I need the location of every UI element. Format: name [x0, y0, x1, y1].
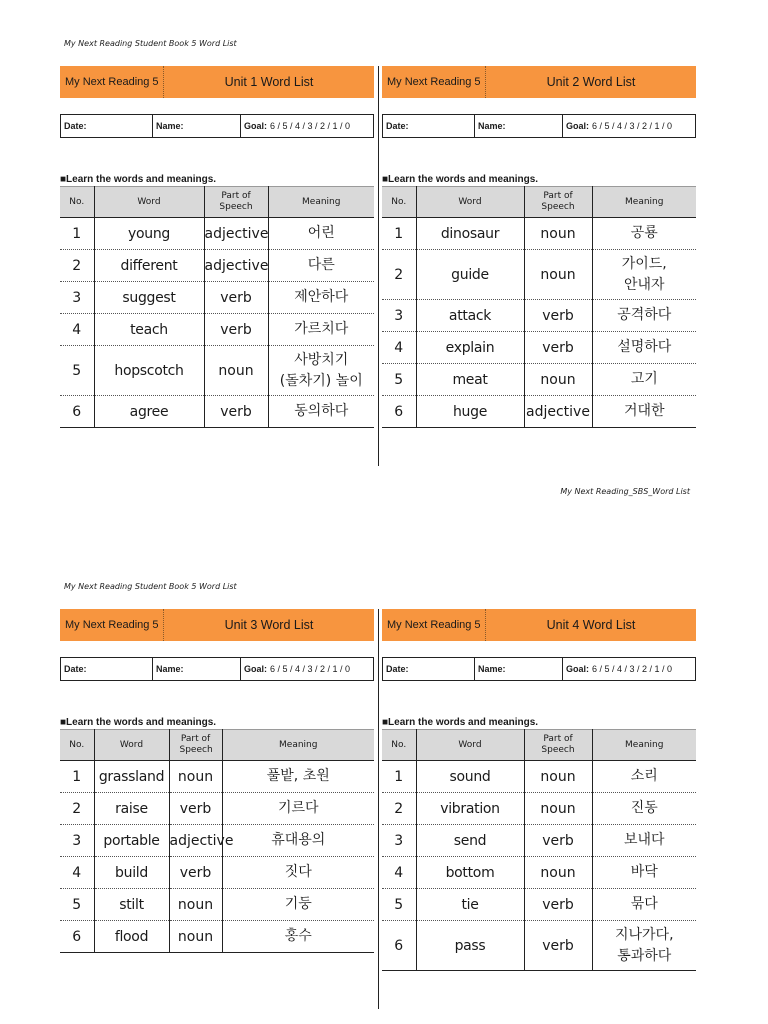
instructions: ■Learn the words and meanings.	[382, 717, 539, 728]
header-pos: Part of Speech	[169, 730, 222, 761]
table-row	[382, 921, 696, 971]
row-number: 5	[382, 889, 416, 921]
instructions: ■Learn the words and meanings.	[60, 174, 217, 185]
row-number: 6	[60, 396, 94, 428]
header-word: Word	[94, 187, 204, 218]
row-word: different	[94, 250, 204, 282]
row-part-of-speech: noun	[169, 921, 222, 953]
row-part-of-speech: adjective	[169, 825, 222, 857]
row-meaning: 제안하다	[268, 282, 374, 314]
header-word: Word	[94, 730, 169, 761]
unit-title: Unit 1 Word List	[224, 75, 314, 89]
row-meaning: 짓다	[222, 857, 374, 889]
table-header	[60, 730, 374, 761]
unit-title: Unit 3 Word List	[224, 618, 314, 632]
row-meaning: 바닥	[592, 857, 696, 889]
header-pos: Part of Speech	[204, 187, 268, 218]
row-meaning: 보내다	[592, 825, 696, 857]
table-row	[382, 364, 696, 396]
table-header	[382, 187, 696, 218]
row-number: 2	[60, 793, 94, 825]
row-number: 1	[382, 218, 416, 250]
brand-label: My Next Reading 5	[60, 609, 164, 641]
row-meaning: 설명하다	[592, 332, 696, 364]
row-part-of-speech: verb	[204, 282, 268, 314]
header-pos: Part of Speech	[524, 730, 592, 761]
student-info-box	[382, 657, 696, 681]
row-number: 4	[60, 857, 94, 889]
header-pos: Part of Speech	[524, 187, 592, 218]
table-row	[60, 396, 374, 428]
unit-title: Unit 2 Word List	[546, 75, 636, 89]
row-meaning: 기둥	[222, 889, 374, 921]
unit-banner	[60, 609, 374, 641]
row-number: 4	[60, 314, 94, 346]
table-row	[382, 218, 696, 250]
table-row	[382, 332, 696, 364]
row-part-of-speech: noun	[169, 889, 222, 921]
goal-field: Goal: 6 / 5 / 4 / 3 / 2 / 1 / 0	[244, 664, 351, 674]
row-word: flood	[94, 921, 169, 953]
word-list-card	[60, 66, 374, 428]
row-meaning: 가르치다	[268, 314, 374, 346]
row-word: young	[94, 218, 204, 250]
row-word: meat	[416, 364, 524, 396]
table-row	[60, 218, 374, 250]
row-part-of-speech: noun	[524, 364, 592, 396]
student-info-box	[382, 114, 696, 138]
unit-banner	[382, 609, 696, 641]
row-word: huge	[416, 396, 524, 428]
row-word: dinosaur	[416, 218, 524, 250]
table-row	[60, 857, 374, 889]
row-number: 3	[382, 825, 416, 857]
row-meaning: 홍수	[222, 921, 374, 953]
row-meaning: 진동	[592, 793, 696, 825]
name-field[interactable]: Name:	[153, 115, 241, 137]
header-no: No.	[60, 187, 94, 218]
row-part-of-speech: verb	[169, 793, 222, 825]
table-row	[382, 396, 696, 428]
word-list-card	[382, 609, 696, 971]
row-meaning: 고기	[592, 364, 696, 396]
row-part-of-speech: verb	[524, 889, 592, 921]
row-word: sound	[416, 761, 524, 793]
table-row	[382, 793, 696, 825]
row-word: tie	[416, 889, 524, 921]
row-word: vibration	[416, 793, 524, 825]
row-meaning: 풀밭, 초원	[222, 761, 374, 793]
row-meaning: 지나가다, 통과하다	[592, 921, 696, 971]
row-meaning: 거대한	[592, 396, 696, 428]
row-number: 4	[382, 332, 416, 364]
goal-field: Goal: 6 / 5 / 4 / 3 / 2 / 1 / 0	[566, 121, 673, 131]
header-meaning: Meaning	[592, 730, 696, 761]
row-part-of-speech: verb	[169, 857, 222, 889]
row-meaning: 휴대용의	[222, 825, 374, 857]
header-meaning: Meaning	[592, 187, 696, 218]
word-table	[382, 729, 696, 971]
header-no: No.	[60, 730, 94, 761]
row-number: 5	[382, 364, 416, 396]
header-word: Word	[416, 187, 524, 218]
row-part-of-speech: noun	[524, 857, 592, 889]
table-header	[382, 730, 696, 761]
row-number: 5	[60, 346, 94, 396]
student-info-box	[60, 657, 374, 681]
instructions: ■Learn the words and meanings.	[382, 174, 539, 185]
student-info-box	[60, 114, 374, 138]
row-meaning: 다른	[268, 250, 374, 282]
name-field[interactable]: Name:	[475, 658, 563, 680]
row-part-of-speech: noun	[204, 346, 268, 396]
row-meaning: 공격하다	[592, 300, 696, 332]
goal-field: Goal: 6 / 5 / 4 / 3 / 2 / 1 / 0	[244, 121, 351, 131]
row-word: raise	[94, 793, 169, 825]
row-number: 6	[382, 921, 416, 971]
row-part-of-speech: verb	[204, 396, 268, 428]
name-field[interactable]: Name:	[475, 115, 563, 137]
row-word: send	[416, 825, 524, 857]
row-word: attack	[416, 300, 524, 332]
unit-banner	[60, 66, 374, 98]
table-row	[60, 825, 374, 857]
word-table	[382, 186, 696, 428]
header-word: Word	[416, 730, 524, 761]
row-part-of-speech: noun	[524, 218, 592, 250]
row-word: pass	[416, 921, 524, 971]
row-part-of-speech: verb	[204, 314, 268, 346]
row-number: 4	[382, 857, 416, 889]
row-part-of-speech: verb	[524, 921, 592, 971]
row-meaning: 공룡	[592, 218, 696, 250]
row-part-of-speech: noun	[524, 793, 592, 825]
row-word: build	[94, 857, 169, 889]
word-table	[60, 186, 374, 428]
brand-label: My Next Reading 5	[382, 66, 486, 98]
header-meaning: Meaning	[268, 187, 374, 218]
table-row	[60, 889, 374, 921]
date-field[interactable]: Date:	[61, 115, 153, 137]
row-word: guide	[416, 250, 524, 300]
row-number: 5	[60, 889, 94, 921]
row-number: 3	[60, 825, 94, 857]
header-meaning: Meaning	[222, 730, 374, 761]
row-part-of-speech: verb	[524, 825, 592, 857]
table-row	[382, 761, 696, 793]
row-number: 2	[382, 793, 416, 825]
table-row	[382, 825, 696, 857]
row-number: 3	[60, 282, 94, 314]
row-meaning: 소리	[592, 761, 696, 793]
table-row	[60, 250, 374, 282]
row-part-of-speech: noun	[524, 761, 592, 793]
table-row	[60, 346, 374, 396]
row-word: stilt	[94, 889, 169, 921]
row-word: explain	[416, 332, 524, 364]
unit-banner	[382, 66, 696, 98]
footer-label: My Next Reading_SBS_Word List	[560, 487, 690, 496]
column-divider	[378, 609, 379, 1009]
goal-field: Goal: 6 / 5 / 4 / 3 / 2 / 1 / 0	[566, 664, 673, 674]
row-part-of-speech: noun	[524, 250, 592, 300]
row-word: portable	[94, 825, 169, 857]
row-number: 1	[382, 761, 416, 793]
row-part-of-speech: adjective	[524, 396, 592, 428]
name-field[interactable]: Name:	[153, 658, 241, 680]
row-word: bottom	[416, 857, 524, 889]
table-row	[382, 889, 696, 921]
row-word: teach	[94, 314, 204, 346]
brand-label: My Next Reading 5	[382, 609, 486, 641]
row-number: 3	[382, 300, 416, 332]
row-part-of-speech: adjective	[204, 250, 268, 282]
row-word: grassland	[94, 761, 169, 793]
row-number: 2	[382, 250, 416, 300]
unit-title: Unit 4 Word List	[546, 618, 636, 632]
header-no: No.	[382, 187, 416, 218]
row-part-of-speech: verb	[524, 300, 592, 332]
source-label: My Next Reading Student Book 5 Word List	[64, 582, 237, 591]
row-number: 1	[60, 218, 94, 250]
row-meaning: 어린	[268, 218, 374, 250]
table-row	[382, 300, 696, 332]
date-field[interactable]: Date:	[383, 115, 475, 137]
row-meaning: 묶다	[592, 889, 696, 921]
row-number: 6	[382, 396, 416, 428]
row-part-of-speech: adjective	[204, 218, 268, 250]
word-list-card	[382, 66, 696, 428]
word-list-card	[60, 609, 374, 953]
table-row	[60, 314, 374, 346]
row-meaning: 기르다	[222, 793, 374, 825]
table-row	[60, 761, 374, 793]
row-number: 6	[60, 921, 94, 953]
row-word: agree	[94, 396, 204, 428]
column-divider	[378, 66, 379, 466]
word-table	[60, 729, 374, 953]
instructions: ■Learn the words and meanings.	[60, 717, 217, 728]
date-field[interactable]: Date:	[383, 658, 475, 680]
row-meaning: 사방치기 (돌차기) 놀이	[268, 346, 374, 396]
row-number: 1	[60, 761, 94, 793]
date-field[interactable]: Date:	[61, 658, 153, 680]
table-row	[60, 282, 374, 314]
row-word: hopscotch	[94, 346, 204, 396]
table-header	[60, 187, 374, 218]
table-row	[382, 857, 696, 889]
row-meaning: 가이드, 안내자	[592, 250, 696, 300]
brand-label: My Next Reading 5	[60, 66, 164, 98]
table-row	[382, 250, 696, 300]
header-no: No.	[382, 730, 416, 761]
table-row	[60, 921, 374, 953]
row-meaning: 동의하다	[268, 396, 374, 428]
source-label: My Next Reading Student Book 5 Word List	[64, 39, 237, 48]
row-number: 2	[60, 250, 94, 282]
table-row	[60, 793, 374, 825]
row-part-of-speech: verb	[524, 332, 592, 364]
row-part-of-speech: noun	[169, 761, 222, 793]
row-word: suggest	[94, 282, 204, 314]
